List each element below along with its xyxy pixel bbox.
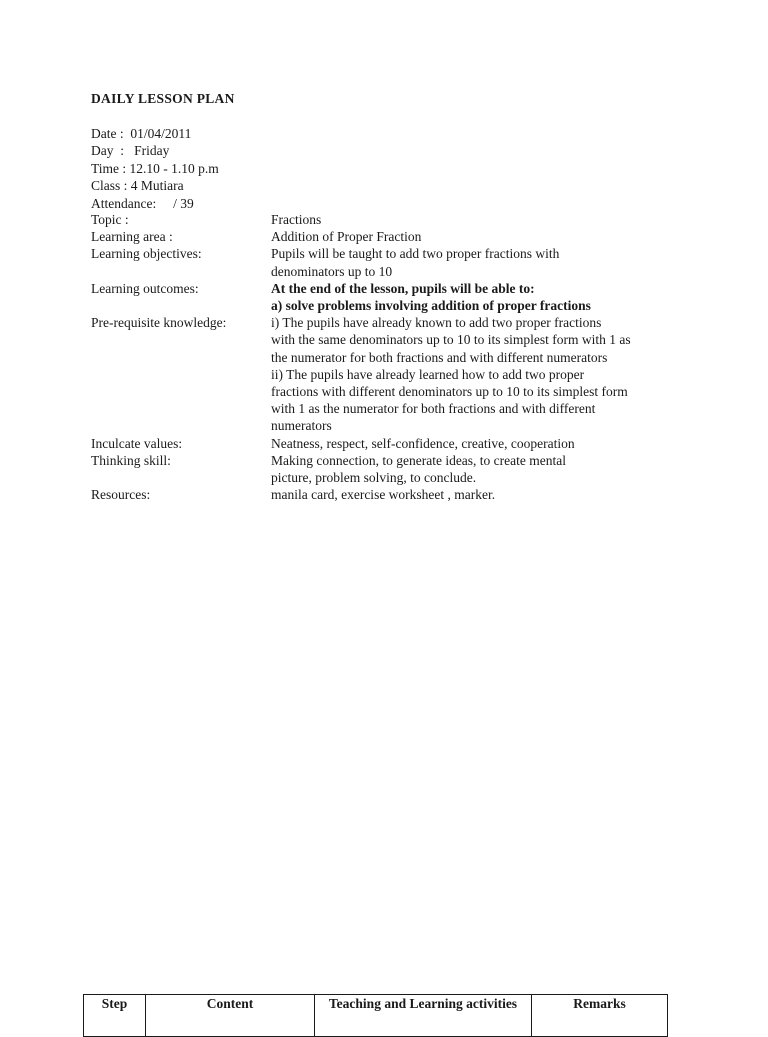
- text-line: Making connection, to generate ideas, to create mental: [271, 452, 567, 468]
- learning-outcomes-row: [91, 280, 691, 314]
- prerequisite-value: [271, 314, 691, 434]
- thinking-skill-value: [271, 452, 691, 486]
- resources-value: manila card, exercise worksheet , marker.: [271, 487, 496, 503]
- topic-label: Topic :: [91, 212, 129, 227]
- text-line: numerators: [271, 418, 332, 434]
- text-line: Pupils will be taught to add two proper fractions with: [271, 246, 560, 262]
- step-header: Step: [84, 995, 146, 1037]
- values-value: Neatness, respect, self-confidence, creative, cooperation: [271, 435, 575, 451]
- class-line: Class : 4 Mutiara: [91, 178, 184, 194]
- values-row: [91, 435, 691, 452]
- learning-outcomes-label: Learning outcomes:: [91, 280, 199, 296]
- page-title: DAILY LESSON PLAN: [91, 91, 235, 106]
- learning-outcomes-value: [271, 280, 691, 314]
- topic-value: Fractions: [271, 212, 322, 227]
- thinking-skill-label: Thinking skill:: [91, 452, 171, 468]
- lesson-details: [91, 211, 691, 503]
- remarks-header: Remarks: [532, 995, 668, 1037]
- text-line: picture, problem solving, to conclude.: [271, 470, 477, 486]
- text-line: i) The pupils have already known to add two proper fractions: [271, 315, 602, 331]
- prerequisite-row: [91, 314, 691, 434]
- lesson-header: [91, 125, 219, 212]
- learning-area-row: [91, 228, 691, 245]
- date-line: Date : 01/04/2011: [91, 126, 192, 141]
- learning-objectives-value: [271, 245, 691, 279]
- topic-row: [91, 211, 691, 228]
- text-line: ii) The pupils have already learned how to add two proper: [271, 366, 585, 382]
- text-line: with 1 as the numerator for both fractions and with different: [271, 401, 596, 417]
- thinking-skill-row: [91, 452, 691, 486]
- learning-objectives-label: Learning objectives:: [91, 246, 202, 262]
- table-header-row: [84, 995, 668, 1037]
- prerequisite-label: Pre-requisite knowledge:: [91, 315, 227, 331]
- content-header: Content: [146, 995, 315, 1037]
- resources-label: Resources:: [91, 487, 151, 503]
- time-line: Time : 12.10 - 1.10 p.m: [91, 160, 219, 176]
- learning-area-value: Addition of Proper Fraction: [271, 229, 422, 245]
- text-line: the numerator for both fractions and with different numerators: [271, 349, 608, 365]
- text-line: denominators up to 10: [271, 263, 393, 279]
- text-line: fractions with different denominators up to 10 to its simplest form: [271, 384, 628, 400]
- text-line: At the end of the lesson, pupils will be able to:: [271, 280, 535, 296]
- resources-row: [91, 486, 691, 503]
- text-line: a) solve problems involving addition of proper fractions: [271, 298, 591, 314]
- attendance-line: Attendance: / 39: [91, 195, 194, 211]
- learning-objectives-row: [91, 245, 691, 279]
- text-line: with the same denominators up to 10 to its simplest form with 1 as: [271, 332, 631, 348]
- lesson-steps-table: [83, 994, 668, 1037]
- values-label: Inculcate values:: [91, 435, 183, 451]
- day-line: Day : Friday: [91, 143, 170, 159]
- activities-header: Teaching and Learning activities: [315, 995, 532, 1037]
- learning-area-label: Learning area :: [91, 229, 173, 245]
